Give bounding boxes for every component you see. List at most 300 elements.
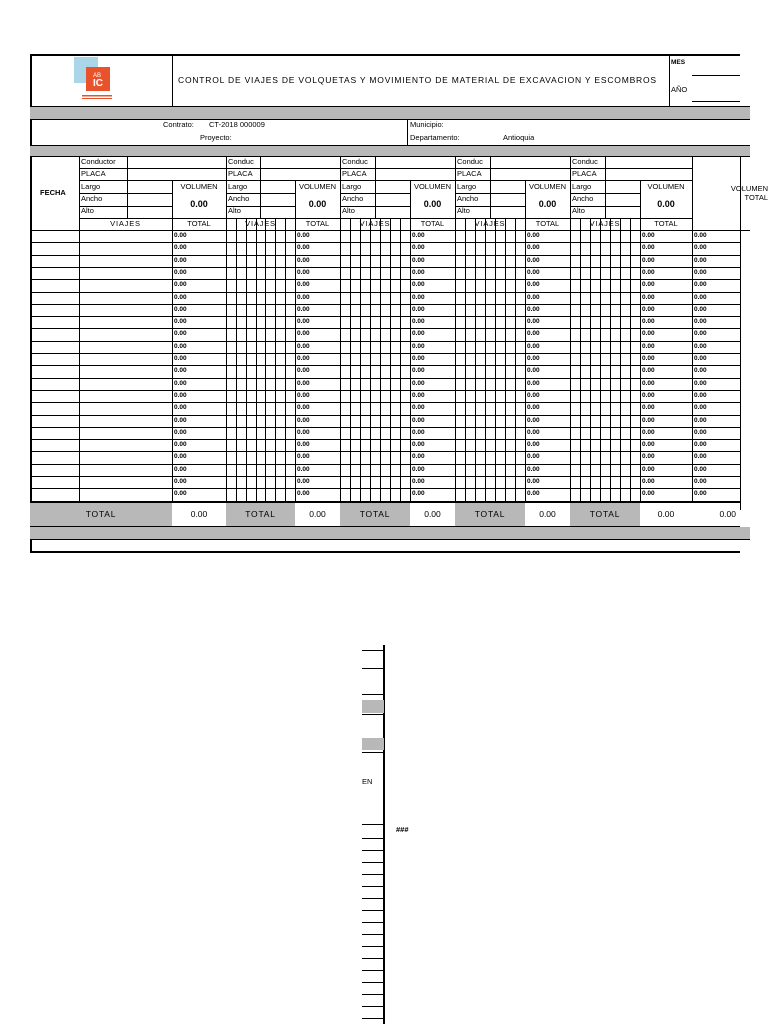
- row-volume-total: 0.00: [694, 343, 707, 350]
- group-2-total-label: TOTAL: [305, 219, 330, 228]
- group-2-row-total: 0.00: [297, 367, 310, 374]
- group-2-row-total: 0.00: [297, 453, 310, 460]
- tally-column: [495, 218, 496, 501]
- group-5-row-total: 0.00: [642, 404, 655, 411]
- group-3-row-total: 0.00: [412, 490, 425, 497]
- row-volume-total: 0.00: [694, 380, 707, 387]
- group-5-row-total: 0.00: [642, 466, 655, 473]
- volumen-total-header: VOLUMEN: [730, 184, 768, 193]
- row-volume-total: 0.00: [694, 281, 707, 288]
- group-5-row-total: 0.00: [642, 318, 655, 325]
- group-2-row-total: 0.00: [297, 318, 310, 325]
- row-volume-total: 0.00: [694, 318, 707, 325]
- row-volume-total: 0.00: [694, 232, 707, 239]
- group-2-largo-label: Largo: [228, 182, 248, 191]
- group-4-row-total: 0.00: [527, 453, 540, 460]
- tally-column: [285, 218, 286, 501]
- table-row: [30, 279, 740, 280]
- company-logo: [72, 57, 112, 103]
- group-3-row-total: 0.00: [412, 453, 425, 460]
- group-1-volumen-label: VOLUMEN: [180, 182, 218, 191]
- row-volume-total: 0.00: [694, 257, 707, 264]
- proyecto-label: Proyecto:: [200, 133, 232, 142]
- group-1-row-total: 0.00: [174, 244, 187, 251]
- tally-column: [610, 218, 611, 501]
- page2-clipped-text: EN: [362, 777, 373, 786]
- group-3-row-total: 0.00: [412, 257, 425, 264]
- group-4-ancho-label: Ancho: [457, 194, 479, 203]
- group-3-total-value: 0.00: [424, 509, 441, 519]
- page2-row: [362, 910, 384, 911]
- contrato-value: CT-2018 000009: [209, 120, 265, 129]
- group-4-row-total: 0.00: [527, 330, 540, 337]
- svg-text:AB: AB: [92, 73, 102, 79]
- sheet-bottom-border: [30, 551, 740, 553]
- group-1-row-total: 0.00: [174, 306, 187, 313]
- group-5-row-total: 0.00: [642, 330, 655, 337]
- table-row: [30, 316, 740, 317]
- group-4-conductor-label: Conduc: [457, 157, 483, 166]
- group-2-row-total: 0.00: [297, 294, 310, 301]
- group-4-row-total: 0.00: [527, 355, 540, 362]
- tally-column: [265, 218, 266, 501]
- table-row: [30, 255, 740, 256]
- page2-row: [362, 752, 384, 753]
- group-5-row-total: 0.00: [642, 257, 655, 264]
- fecha-header: FECHA: [40, 188, 66, 197]
- row-volume-total: 0.00: [694, 244, 707, 251]
- group-5-row-total: 0.00: [642, 392, 655, 399]
- group-2-conductor-label: Conduc: [228, 157, 254, 166]
- grid-line: [260, 180, 261, 218]
- group-2-placa-label: PLACA: [228, 169, 253, 178]
- grid-line: [127, 156, 128, 180]
- tally-column: [380, 218, 381, 501]
- group-2-row-total: 0.00: [297, 404, 310, 411]
- group-4-row-total: 0.00: [527, 478, 540, 485]
- group-3-row-total: 0.00: [412, 281, 425, 288]
- group-2-alto-label: Alto: [228, 206, 241, 215]
- page2-row: [362, 946, 384, 947]
- group-5-row-total: 0.00: [642, 306, 655, 313]
- tally-column: [600, 218, 601, 501]
- departamento-value: Antioquia: [503, 133, 535, 142]
- shaded-band: [30, 527, 750, 539]
- grid-line: [127, 180, 128, 218]
- group-3-volume-value: 0.00: [423, 199, 442, 209]
- group-1-row-total: 0.00: [174, 294, 187, 301]
- group-5-row-total: 0.00: [642, 244, 655, 251]
- group-4-row-total: 0.00: [527, 490, 540, 497]
- group-2-row-total: 0.00: [297, 355, 310, 362]
- group-4-row-total: 0.00: [527, 343, 540, 350]
- group-1-total-label: TOTAL: [187, 219, 211, 228]
- grid-line: [605, 180, 606, 218]
- tally-column: [630, 218, 631, 501]
- group-4-row-total: 0.00: [527, 367, 540, 374]
- tally-column: [246, 218, 247, 501]
- page2-row: [362, 982, 384, 983]
- group-1-total-value: 0.00: [190, 509, 208, 519]
- mes-label: MES: [671, 59, 686, 66]
- grid-line: [30, 502, 740, 503]
- group-3-total-label: TOTAL: [420, 219, 445, 228]
- group-3-row-total: 0.00: [412, 244, 425, 251]
- group-4-row-total: 0.00: [527, 466, 540, 473]
- grid-line: [740, 156, 741, 510]
- tally-column: [390, 218, 391, 501]
- group-5-row-total: 0.00: [642, 441, 655, 448]
- tally-column: [256, 218, 257, 501]
- group-2-row-total: 0.00: [297, 244, 310, 251]
- group-5-row-total: 0.00: [642, 281, 655, 288]
- tally-column: [350, 218, 351, 501]
- page2-row: [362, 874, 384, 875]
- grid-line: [570, 180, 692, 181]
- group-1-ancho-label: Ancho: [81, 194, 103, 203]
- group-5-total-label: TOTAL: [589, 509, 621, 519]
- group-2-row-total: 0.00: [297, 441, 310, 448]
- page2-shaded-band: [362, 738, 384, 750]
- group-2-row-total: 0.00: [297, 380, 310, 387]
- group-2-row-total: 0.00: [297, 466, 310, 473]
- row-volume-total: 0.00: [694, 429, 707, 436]
- row-volume-total: 0.00: [694, 466, 707, 473]
- tally-column: [580, 218, 581, 501]
- group-1-alto-label: Alto: [81, 206, 94, 215]
- tally-column: [275, 218, 276, 501]
- group-4-total-label: TOTAL: [474, 509, 506, 519]
- group-2-row-total: 0.00: [297, 306, 310, 313]
- overflow-marker: ###: [396, 825, 409, 834]
- group-5-ancho-label: Ancho: [572, 194, 594, 203]
- mes-underline: [692, 75, 740, 76]
- row-volume-total: 0.00: [694, 490, 707, 497]
- table-row: [30, 365, 740, 366]
- table-row: [30, 304, 740, 305]
- group-1-row-total: 0.00: [174, 478, 187, 485]
- group-3-ancho-label: Ancho: [342, 194, 364, 203]
- grid-line: [30, 106, 750, 107]
- row-volume-total: 0.00: [694, 367, 707, 374]
- page2-row: [362, 694, 384, 695]
- tally-column: [505, 218, 506, 501]
- table-row: [30, 439, 740, 440]
- row-volume-total: 0.00: [694, 269, 707, 276]
- table-row: [30, 451, 740, 452]
- page2-row: [362, 922, 384, 923]
- group-3-row-total: 0.00: [412, 466, 425, 473]
- group-5-placa-label: PLACA: [572, 169, 597, 178]
- group-1-total-label: TOTAL: [85, 509, 117, 519]
- grand-total-value: 0.00: [719, 509, 736, 519]
- group-4-row-total: 0.00: [527, 392, 540, 399]
- group-4-row-total: 0.00: [527, 404, 540, 411]
- group-4-volume-value: 0.00: [538, 199, 557, 209]
- group-5-row-total: 0.00: [642, 355, 655, 362]
- group-4-total-label: TOTAL: [535, 219, 560, 228]
- group-3-row-total: 0.00: [412, 441, 425, 448]
- group-3-row-total: 0.00: [412, 392, 425, 399]
- group-5-row-total: 0.00: [642, 478, 655, 485]
- group-4-row-total: 0.00: [527, 294, 540, 301]
- tally-column: [515, 218, 516, 501]
- grid-line: [455, 180, 570, 181]
- group-1-viajes-label: VIAJES: [110, 219, 141, 228]
- group-5-row-total: 0.00: [642, 453, 655, 460]
- group-2-row-total: 0.00: [297, 392, 310, 399]
- grid-line: [79, 180, 226, 181]
- table-row: [30, 464, 740, 465]
- group-5-row-total: 0.00: [642, 343, 655, 350]
- group-1-row-total: 0.00: [174, 367, 187, 374]
- group-4-alto-label: Alto: [457, 206, 470, 215]
- table-row: [30, 402, 740, 403]
- group-1-row-total: 0.00: [174, 490, 187, 497]
- volumen-total-header-2: TOTAL: [744, 193, 768, 202]
- tally-column: [236, 218, 237, 501]
- header-divider: [669, 54, 670, 106]
- group-4-volumen-label: VOLUMEN: [528, 182, 567, 191]
- group-5-row-total: 0.00: [642, 429, 655, 436]
- group-1-placa-label: PLACA: [81, 169, 106, 178]
- page2-row: [362, 862, 384, 863]
- grid-line: [605, 156, 606, 180]
- group-3-row-total: 0.00: [412, 429, 425, 436]
- group-3-placa-label: PLACA: [342, 169, 367, 178]
- group-3-total-label: TOTAL: [359, 509, 391, 519]
- grid-line: [30, 145, 750, 146]
- group-5-total-value: 0.00: [657, 509, 675, 519]
- row-volume-total: 0.00: [694, 404, 707, 411]
- group-3-viajes-label: VIAJES: [359, 219, 391, 228]
- grid-line: [30, 119, 750, 120]
- group-3-row-total: 0.00: [412, 355, 425, 362]
- group-5-volumen-label: VOLUMEN: [647, 182, 685, 191]
- group-5-row-total: 0.00: [642, 232, 655, 239]
- table-row: [30, 353, 740, 354]
- header-divider: [172, 54, 173, 106]
- grid-line: [30, 539, 750, 540]
- departamento-label: Departamento:: [410, 133, 460, 142]
- contrato-label: Contrato:: [163, 120, 194, 129]
- group-4-row-total: 0.00: [527, 380, 540, 387]
- group-5-row-total: 0.00: [642, 490, 655, 497]
- tally-column: [620, 218, 621, 501]
- grid-line: [407, 119, 408, 145]
- group-4-row-total: 0.00: [527, 306, 540, 313]
- group-1-row-total: 0.00: [174, 429, 187, 436]
- group-1-row-total: 0.00: [174, 281, 187, 288]
- group-4-placa-label: PLACA: [457, 169, 482, 178]
- row-volume-total: 0.00: [694, 441, 707, 448]
- grid-line: [375, 180, 376, 218]
- group-1-row-total: 0.00: [174, 318, 187, 325]
- municipio-label: Municipio:: [410, 120, 444, 129]
- group-4-row-total: 0.00: [527, 417, 540, 424]
- group-2-row-total: 0.00: [297, 429, 310, 436]
- page2-row: [362, 970, 384, 971]
- grid-line: [375, 156, 376, 180]
- group-4-row-total: 0.00: [527, 269, 540, 276]
- grid-line: [30, 156, 750, 157]
- tally-column: [485, 218, 486, 501]
- group-4-row-total: 0.00: [527, 281, 540, 288]
- ano-label: AÑO: [671, 85, 688, 94]
- group-4-largo-label: Largo: [457, 182, 477, 191]
- group-3-row-total: 0.00: [412, 232, 425, 239]
- group-1-row-total: 0.00: [174, 392, 187, 399]
- page2-row: [362, 714, 384, 715]
- group-2-row-total: 0.00: [297, 343, 310, 350]
- group-4-viajes-label: VIAJES: [474, 219, 506, 228]
- tally-column: [360, 218, 361, 501]
- tally-column: [400, 218, 401, 501]
- group-3-row-total: 0.00: [412, 294, 425, 301]
- group-1-row-total: 0.00: [174, 355, 187, 362]
- group-3-row-total: 0.00: [412, 380, 425, 387]
- group-4-row-total: 0.00: [527, 441, 540, 448]
- group-1-row-total: 0.00: [174, 343, 187, 350]
- group-5-conductor-label: Conduc: [572, 157, 598, 166]
- row-volume-total: 0.00: [694, 453, 707, 460]
- group-4-row-total: 0.00: [527, 257, 540, 264]
- page2-row: [362, 886, 384, 887]
- page2-row: [362, 1018, 384, 1019]
- table-row: [30, 292, 740, 293]
- group-1-row-total: 0.00: [174, 269, 187, 276]
- page2-row: [362, 934, 384, 935]
- group-5-alto-label: Alto: [572, 206, 585, 215]
- shaded-band: [30, 145, 750, 156]
- group-4-row-total: 0.00: [527, 232, 540, 239]
- group-3-row-total: 0.00: [412, 367, 425, 374]
- row-volume-total: 0.00: [694, 330, 707, 337]
- table-row: [30, 378, 740, 379]
- table-row: [30, 476, 740, 477]
- group-2-row-total: 0.00: [297, 232, 310, 239]
- table-row: [30, 341, 740, 342]
- group-2-ancho-label: Ancho: [228, 194, 250, 203]
- table-row: [30, 427, 740, 428]
- grid-line: [490, 156, 491, 180]
- sheet-title: CONTROL DE VIAJES DE VOLQUETAS Y MOVIMIENTO DE MATERIAL DE EXCAVACION Y ESCOMBROS: [178, 75, 657, 85]
- grid-line: [490, 180, 491, 218]
- group-2-total-label: TOTAL: [245, 509, 276, 519]
- tally-column: [370, 218, 371, 501]
- svg-text:IC: IC: [93, 78, 103, 89]
- page2-row: [362, 898, 384, 899]
- group-4-row-total: 0.00: [527, 244, 540, 251]
- group-2-row-total: 0.00: [297, 330, 310, 337]
- row-volume-total: 0.00: [694, 306, 707, 313]
- tally-column: [590, 218, 591, 501]
- grid-line: [226, 180, 340, 181]
- group-2-volumen-label: VOLUMEN: [298, 182, 337, 191]
- group-2-row-total: 0.00: [297, 269, 310, 276]
- group-2-row-total: 0.00: [297, 281, 310, 288]
- group-5-largo-label: Largo: [572, 182, 592, 191]
- group-5-total-label: TOTAL: [654, 219, 678, 228]
- group-1-row-total: 0.00: [174, 404, 187, 411]
- page2-row: [362, 838, 384, 839]
- tally-column: [465, 218, 466, 501]
- group-3-row-total: 0.00: [412, 318, 425, 325]
- group-1-row-total: 0.00: [174, 232, 187, 239]
- group-3-row-total: 0.00: [412, 330, 425, 337]
- group-3-row-total: 0.00: [412, 269, 425, 276]
- ano-underline: [692, 101, 740, 102]
- page2-row: [362, 850, 384, 851]
- row-volume-total: 0.00: [694, 392, 707, 399]
- group-5-row-total: 0.00: [642, 380, 655, 387]
- page2-row: [362, 958, 384, 959]
- group-3-row-total: 0.00: [412, 478, 425, 485]
- group-3-row-total: 0.00: [412, 417, 425, 424]
- group-3-alto-label: Alto: [342, 206, 355, 215]
- group-1-row-total: 0.00: [174, 441, 187, 448]
- group-2-row-total: 0.00: [297, 478, 310, 485]
- group-1-row-total: 0.00: [174, 417, 187, 424]
- table-row: [30, 242, 740, 243]
- page2-row: [362, 994, 384, 995]
- group-4-row-total: 0.00: [527, 318, 540, 325]
- group-1-row-total: 0.00: [174, 330, 187, 337]
- page2-row: [362, 824, 384, 825]
- page2-row: [362, 1006, 384, 1007]
- grid-line: [340, 180, 455, 181]
- table-row: [30, 328, 740, 329]
- group-1-row-total: 0.00: [174, 466, 187, 473]
- group-4-total-value: 0.00: [539, 509, 556, 519]
- row-volume-total: 0.00: [694, 417, 707, 424]
- group-2-row-total: 0.00: [297, 490, 310, 497]
- group-3-volumen-label: VOLUMEN: [413, 182, 452, 191]
- row-volume-total: 0.00: [694, 478, 707, 485]
- page2-row: [362, 650, 384, 651]
- shaded-band: [30, 106, 750, 119]
- group-2-viajes-label: VIAJES: [245, 219, 276, 228]
- table-row: [30, 488, 740, 489]
- group-5-volume-value: 0.00: [657, 199, 675, 209]
- group-1-row-total: 0.00: [174, 257, 187, 264]
- group-3-largo-label: Largo: [342, 182, 362, 191]
- group-5-viajes-label: VIAJES: [589, 219, 621, 228]
- row-volume-total: 0.00: [694, 294, 707, 301]
- group-1-row-total: 0.00: [174, 380, 187, 387]
- group-3-row-total: 0.00: [412, 306, 425, 313]
- group-5-row-total: 0.00: [642, 367, 655, 374]
- group-2-row-total: 0.00: [297, 417, 310, 424]
- group-1-conductor-label: Conductor: [81, 157, 116, 166]
- group-5-row-total: 0.00: [642, 269, 655, 276]
- table-row: [30, 390, 740, 391]
- group-1-volume-value: 0.00: [190, 199, 208, 209]
- tally-column: [475, 218, 476, 501]
- group-3-row-total: 0.00: [412, 343, 425, 350]
- group-2-total-value: 0.00: [309, 509, 326, 519]
- group-1-row-total: 0.00: [174, 453, 187, 460]
- group-3-conductor-label: Conduc: [342, 157, 368, 166]
- group-5-row-total: 0.00: [642, 294, 655, 301]
- group-1-largo-label: Largo: [81, 182, 101, 191]
- row-volume-total: 0.00: [694, 355, 707, 362]
- group-2-row-total: 0.00: [297, 257, 310, 264]
- page2-row: [362, 668, 384, 669]
- sheet-top-border: [30, 54, 740, 56]
- table-row: [30, 415, 740, 416]
- group-2-volume-value: 0.00: [308, 199, 327, 209]
